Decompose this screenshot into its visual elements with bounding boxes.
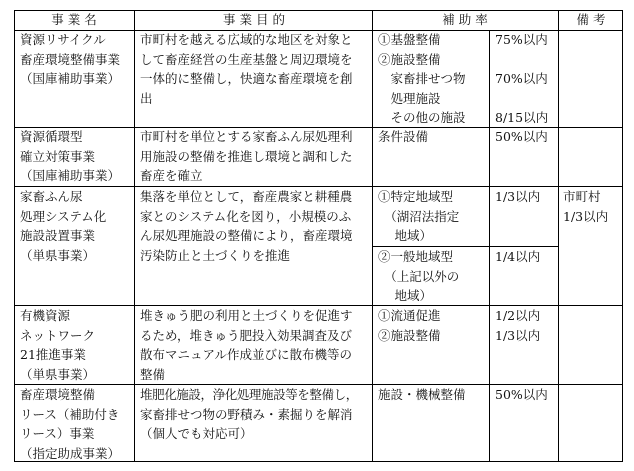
row3-name-3: 施設設置事業 — [20, 228, 96, 243]
row3-note-2: 1/3以内 — [563, 208, 609, 224]
rule-col3 — [558, 10, 559, 462]
rule-right — [622, 10, 623, 462]
row3-item-a3: 地域） — [378, 228, 432, 243]
row4-item-2: ②施設整備 — [378, 327, 441, 343]
row3-rate-b: 1/4以内 — [495, 249, 541, 264]
rule-col1 — [134, 10, 135, 462]
row3-purpose-4: 汚染防止と土づくりを推進 — [140, 247, 291, 263]
row1-purpose-2: して畜産経営の生産基盤と周辺環境を — [140, 51, 353, 67]
row4-name-2: ネットワーク — [20, 327, 96, 343]
row4-rate-1: 1/2以内 — [495, 308, 541, 323]
row4-name-4: （単県事業） — [20, 366, 96, 382]
row3-name-2: 処理システム化 — [20, 208, 107, 224]
row4-name-1: 有機資源 — [20, 308, 71, 323]
row4-item-1: ①流通促進 — [378, 308, 441, 323]
row3-rate-a: 1/3以内 — [495, 189, 541, 204]
row5-name-2: リース（補助付き — [20, 406, 120, 422]
row5-purpose-1: 堆肥化施設，浄化処理施設等を整備し， — [140, 387, 358, 402]
row3-note-1: 市町村 — [563, 189, 601, 204]
rule-col2 — [372, 10, 373, 462]
row3-purpose-1: 集落を単位として，畜産農家と耕種農 — [140, 189, 353, 204]
rule-left — [14, 10, 15, 462]
row3-item-a2: （湖沼法指定 — [378, 208, 460, 224]
row1-name-2: 畜産環境整備事業 — [20, 51, 121, 67]
row1-item-1: ①基盤整備 — [378, 32, 441, 47]
header-name: 事 業 名 — [51, 12, 97, 27]
row1-rate-5: 8/15以内 — [495, 110, 549, 125]
row2-name-2: 確立対策事業 — [20, 148, 96, 164]
row3-item-b3: 地域） — [378, 288, 432, 303]
row4-name-3: 21推進事業 — [20, 347, 86, 362]
row3-name-4: （単県事業） — [20, 247, 96, 263]
row1-name-1: 資源リサイクル — [20, 32, 106, 47]
row5-item-1: 施設・機械整備 — [378, 387, 466, 402]
row2-purpose-3: 畜産を確立 — [140, 168, 203, 183]
row3-item-b1: ②一般地域型 — [378, 249, 454, 264]
row3-item-a1: ①特定地域型 — [378, 189, 454, 204]
row1-item-2: ②施設整備 — [378, 51, 441, 67]
row5-name-1: 畜産環境整備 — [20, 387, 96, 402]
row4-purpose-3: 散布マニュアル作成並びに散布機等の — [140, 347, 353, 362]
row1-purpose-1: 市町村を越える広域的な地区を対象と — [140, 32, 353, 47]
row4-rate-2: 1/3以内 — [495, 327, 541, 343]
row2-name-1: 資源循環型 — [20, 129, 83, 144]
row1-item-3: 家畜排せつ物 — [378, 71, 466, 86]
row5-purpose-2: 家畜排せつ物の野積み・素掘りを解消 — [140, 406, 353, 422]
rule-col2b — [489, 30, 490, 462]
row2-name-3: （国庫補助事業） — [20, 168, 121, 183]
row2-purpose-2: 用施設の整備を推進し環境と調和した — [140, 148, 353, 164]
row1-name-3: （国庫補助事業） — [20, 71, 121, 86]
row3-purpose-3: ん尿処理施設の整備により，畜産環境 — [140, 228, 353, 243]
row1-purpose-4: 出 — [140, 90, 153, 106]
row3-purpose-2: 家とのシステム化を図り，小規模のふ — [140, 208, 352, 224]
row3-item-b2: （上記以外の — [378, 268, 460, 284]
row5-name-4: （指定助成事業） — [20, 445, 121, 461]
row4-purpose-2: るため，堆きゅう肥投入効果調査及び — [140, 327, 353, 343]
row5-purpose-3: （個人でも対応可） — [140, 426, 253, 441]
subsidy-table — [14, 10, 623, 462]
row2-rate-1: 50%以内 — [495, 129, 548, 144]
row1-item-5: その他の施設 — [378, 110, 466, 125]
row3-name-1: 家畜ふん尿 — [20, 189, 83, 204]
row5-rate-1: 50%以内 — [495, 387, 548, 402]
row2-purpose-1: 市町村を単位とする家畜ふん尿処理利 — [140, 129, 353, 144]
row2-item-1: 条件設備 — [378, 129, 429, 144]
row1-rate-3: 70%以内 — [495, 71, 548, 86]
header-note: 備 考 — [576, 12, 606, 27]
row4-purpose-4: 整備 — [140, 366, 166, 382]
header-purpose: 事 業 目 的 — [223, 12, 285, 27]
row4-purpose-1: 堆きゅう肥の利用と土づくりを促進す — [140, 308, 353, 323]
row1-rate-1: 75%以内 — [495, 32, 548, 47]
row1-purpose-3: 一体的に整備し，快適な畜産環境を創 — [140, 71, 353, 86]
header-rate: 補 助 率 — [442, 12, 488, 27]
row5-name-3: リース）事業 — [20, 426, 95, 441]
row1-item-4: 処理施設 — [378, 90, 441, 106]
